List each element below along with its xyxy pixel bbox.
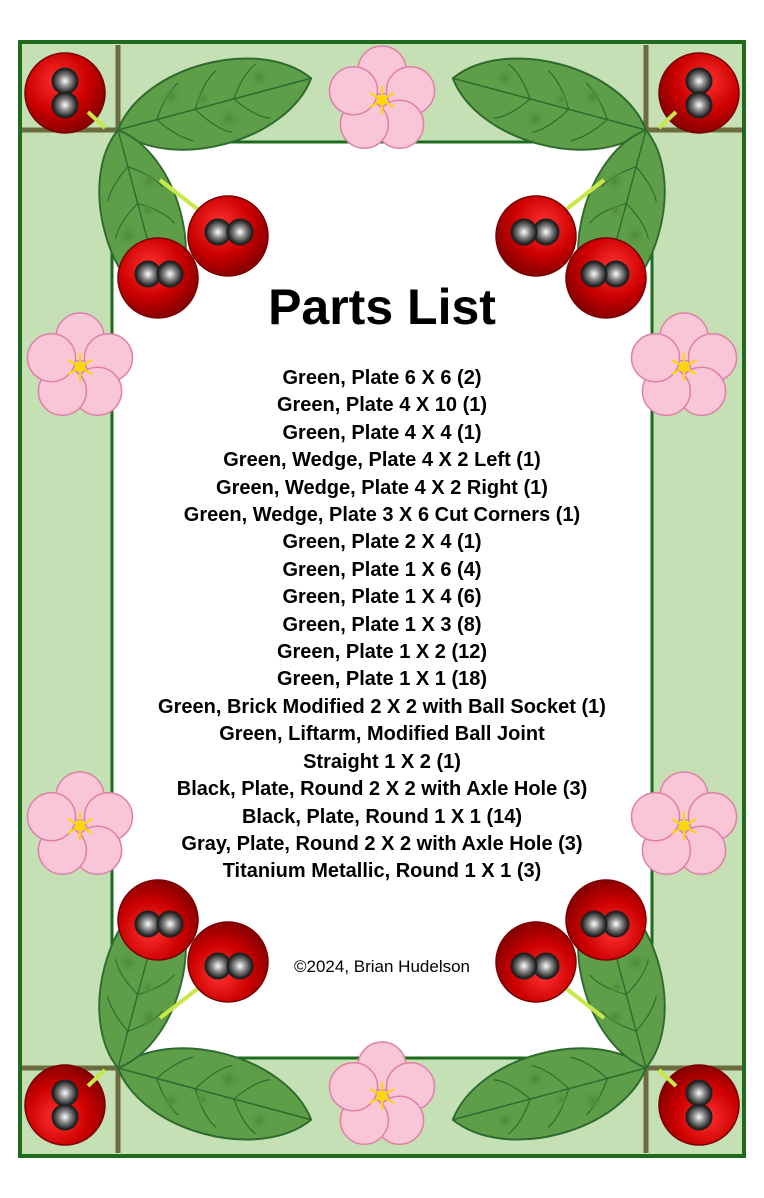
list-item: Green, Plate 1 X 3 (8) bbox=[282, 613, 482, 636]
list-item: Green, Liftarm, Modified Ball Joint bbox=[219, 723, 545, 746]
list-item: Titanium Metallic, Round 1 X 1 (3) bbox=[222, 860, 542, 883]
list-item: Green, Plate 4 X 4 (1) bbox=[282, 421, 482, 444]
list-item: Green, Plate 1 X 6 (4) bbox=[282, 558, 482, 581]
list-item: Green, Wedge, Plate 3 X 6 Cut Corners (1) bbox=[183, 504, 581, 527]
list-item: Green, Plate 6 X 6 (2) bbox=[282, 367, 482, 389]
list-item: Green, Plate 1 X 4 (6) bbox=[282, 586, 482, 609]
list-item: Green, Plate 2 X 4 (1) bbox=[282, 531, 482, 554]
list-item: Green, Plate 1 X 1 (18) bbox=[276, 668, 488, 691]
list-item: Green, Wedge, Plate 4 X 2 Right (1) bbox=[216, 476, 548, 499]
parts-list bbox=[112, 365, 652, 886]
list-item: Black, Plate, Round 1 X 1 (14) bbox=[241, 805, 523, 828]
list-item: Black, Plate, Round 2 X 2 with Axle Hole (3) bbox=[176, 778, 588, 801]
list-item: Green, Wedge, Plate 4 X 2 Left (1) bbox=[223, 449, 541, 472]
parts-list-panel bbox=[112, 0, 652, 1198]
copyright-text: ©2024, Brian Hudelson bbox=[293, 957, 471, 976]
list-item: Straight 1 X 2 (1) bbox=[303, 750, 461, 773]
page-title: Parts List bbox=[268, 279, 496, 335]
list-item: Green, Plate 1 X 2 (12) bbox=[276, 641, 488, 664]
list-item: Green, Brick Modified 2 X 2 with Ball Socket (1) bbox=[158, 695, 606, 718]
list-item: Green, Plate 4 X 10 (1) bbox=[276, 394, 488, 417]
list-item: Gray, Plate, Round 2 X 2 with Axle Hole (3) bbox=[181, 832, 583, 855]
